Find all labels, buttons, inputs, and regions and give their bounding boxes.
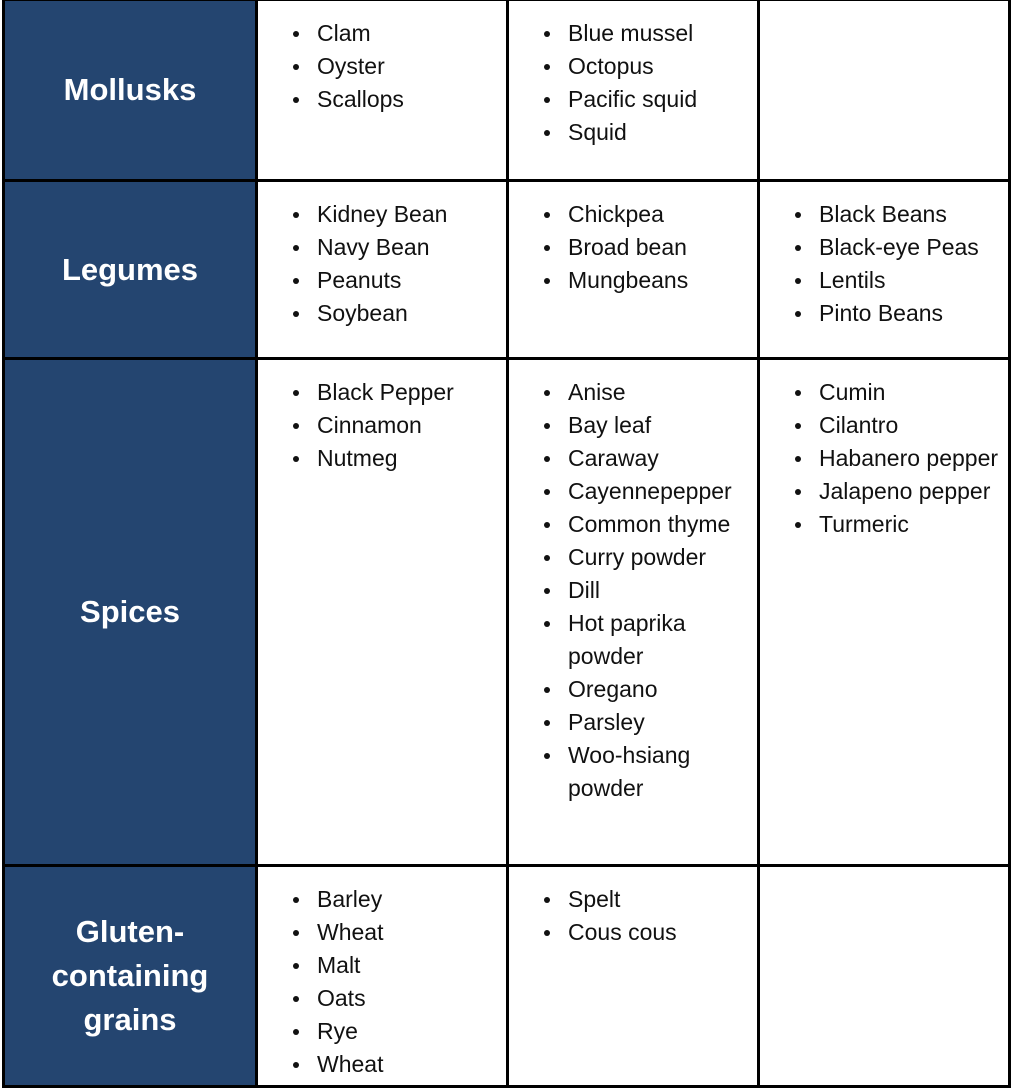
table-row-spices (4, 359, 1010, 866)
list-item: Common thyme (509, 508, 757, 541)
list-item: Pacific squid (509, 83, 757, 116)
item-list (258, 867, 506, 1085)
list-item: Barley (258, 883, 506, 916)
list-item: Nutmeg (258, 442, 506, 475)
list-item: Scallops (258, 83, 506, 116)
category-cell (4, 181, 257, 359)
item-list (509, 867, 757, 1085)
item-list (258, 1, 506, 116)
item-list (760, 360, 1008, 541)
list-item: Blue mussel (509, 17, 757, 50)
list-item: Bay leaf (509, 409, 757, 442)
category-label: Mollusks (63, 72, 197, 107)
items-cell (257, 0, 508, 181)
list-item: Mungbeans (509, 264, 757, 297)
list-item: Navy Bean (258, 231, 506, 264)
list-item: Oats (258, 982, 506, 1015)
list-item: Octopus (509, 50, 757, 83)
list-item: Soybean (258, 297, 506, 330)
list-item: Cumin (760, 376, 1008, 409)
list-item: Black Beans (760, 198, 1008, 231)
list-item: Pinto Beans (760, 297, 1008, 330)
list-item: Black Pepper (258, 376, 506, 409)
item-list (509, 1, 757, 149)
category-label: Spices (80, 594, 180, 629)
list-item: Turmeric (760, 508, 1008, 541)
list-item: Caraway (509, 442, 757, 475)
list-item: Cinnamon (258, 409, 506, 442)
item-list (760, 867, 1008, 1085)
list-item: Spelt (509, 883, 757, 916)
list-item: Jalapeno pepper (760, 475, 1008, 508)
list-item: Wheat (258, 1048, 506, 1081)
list-item: Habanero pepper (760, 442, 1008, 475)
list-item: Clam (258, 17, 506, 50)
list-item: Oyster (258, 50, 506, 83)
category-cell (4, 0, 257, 181)
items-cell (508, 0, 759, 181)
items-cell (759, 0, 1010, 181)
item-list (760, 182, 1008, 330)
list-item: Cilantro (760, 409, 1008, 442)
list-item: Anise (509, 376, 757, 409)
list-item: Cous cous (509, 916, 757, 949)
list-item: Oregano (509, 673, 757, 706)
item-list (760, 1, 1008, 17)
list-item: Malt (258, 949, 506, 982)
list-item: Curry powder (509, 541, 757, 574)
list-item: Cayennepepper (509, 475, 757, 508)
category-cell (4, 359, 257, 866)
item-list (509, 360, 757, 805)
list-item: Parsley (509, 706, 757, 739)
table-row-legumes (4, 181, 1010, 359)
items-cell (257, 866, 508, 1087)
list-item: Broad bean (509, 231, 757, 264)
items-cell (759, 181, 1010, 359)
item-list (509, 182, 757, 297)
food-category-table (2, 0, 1011, 1088)
items-cell (759, 359, 1010, 866)
table-row-mollusks (4, 0, 1010, 181)
list-item: Peanuts (258, 264, 506, 297)
list-item: Rye (258, 1015, 506, 1048)
category-label: Gluten-containing grains (51, 914, 209, 1037)
items-cell (257, 181, 508, 359)
item-list (258, 360, 506, 475)
items-cell (508, 181, 759, 359)
items-cell (508, 866, 759, 1087)
list-item: Chickpea (509, 198, 757, 231)
item-list (258, 182, 506, 330)
items-cell (508, 359, 759, 866)
list-item: Dill (509, 574, 757, 607)
category-label: Legumes (61, 251, 199, 287)
list-item: Wheat (258, 916, 506, 949)
list-item: Squid (509, 116, 757, 149)
items-cell (257, 359, 508, 866)
list-item: Lentils (760, 264, 1008, 297)
list-item: Woo-hsiang powder (509, 739, 757, 805)
list-item: Black-eye Peas (760, 231, 1008, 264)
list-item: Kidney Bean (258, 198, 506, 231)
table-row-gluten-grains (4, 866, 1010, 1087)
items-cell (759, 866, 1010, 1087)
list-item: Hot paprika powder (509, 607, 757, 673)
category-cell (4, 866, 257, 1087)
